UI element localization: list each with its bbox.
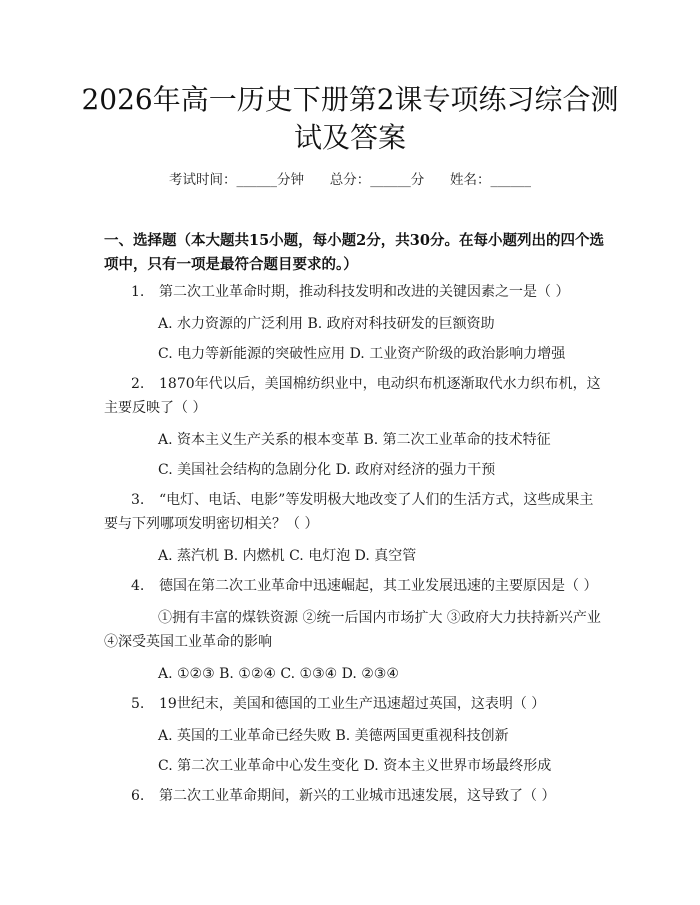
question-4-statements: ①拥有丰富的煤铁资源 ②统一后国内市场扩大 ③政府大力扶持新兴产业	[158, 610, 601, 626]
question-4-statements-continued: ④深受英国工业革命的影响	[104, 634, 272, 650]
question-1	[131, 282, 569, 302]
document-title-line-1: 2026年高一历史下册第2课专项练习综合测	[81, 83, 619, 116]
question-2-options-ab: A. 资本主义生产关系的根本变革 B. 第二次工业革命的技术特征	[158, 432, 551, 448]
question-number: 4.	[131, 578, 145, 594]
question-text: 1870年代以后，美国棉纺织业中，电动织布机逐渐取代水力织布机，这	[159, 376, 601, 392]
question-text: 第二次工业革命期间，新兴的工业城市迅速发展，这导致了（ ）	[159, 788, 556, 804]
question-4-options: A. ①②③ B. ①②④ C. ①③④ D. ②③④	[158, 666, 399, 682]
question-number: 5.	[131, 696, 145, 712]
question-3-continued: 要与下列哪项发明密切相关？（ ）	[104, 516, 319, 532]
document-title-line-2: 试及答案	[293, 121, 406, 154]
section-heading-line-2: 项中，只有一项是最符合题目要求的。）	[104, 256, 358, 273]
question-text: “电灯、电话、电影”等发明极大地改变了人们的生活方式，这些成果主	[159, 492, 594, 508]
question-3-options: A. 蒸汽机 B. 内燃机 C. 电灯泡 D. 真空管	[158, 548, 417, 564]
question-text: 第二次工业革命时期，推动科技发明和改进的关键因素之一是（ ）	[159, 284, 570, 300]
question-number: 1.	[131, 284, 145, 300]
question-2-options-cd: C. 美国社会结构的急剧分化 D. 政府对经济的强力干预	[158, 462, 496, 478]
question-5-options-ab: A. 英国的工业革命已经失败 B. 美德两国更重视科技创新	[158, 728, 509, 744]
question-text: 德国在第二次工业革命中迅速崛起，其工业发展迅速的主要原因是（ ）	[159, 578, 598, 594]
question-number: 2.	[131, 376, 145, 392]
question-6	[131, 786, 555, 806]
question-3	[131, 490, 593, 510]
question-number: 3.	[131, 492, 145, 508]
question-5	[131, 694, 545, 714]
question-4	[131, 576, 597, 596]
question-1-options-cd: C. 电力等新能源的突破性应用 D. 工业资产阶级的政治影响力增强	[158, 346, 566, 362]
exam-info-line: 考试时间：______分钟 总分：______分 姓名：______	[169, 172, 531, 188]
question-text: 19世纪末，美国和德国的工业生产迅速超过英国，这表明（ ）	[159, 696, 546, 712]
question-2-continued: 主要反映了（ ）	[104, 400, 207, 416]
question-5-options-cd: C. 第二次工业革命中心发生变化 D. 资本主义世界市场最终形成	[158, 758, 552, 774]
question-2	[131, 374, 601, 394]
section-heading-line-1: 一、选择题（本大题共15小题，每小题2分，共30分。在每小题列出的四个选	[104, 232, 604, 249]
question-number: 6.	[131, 788, 145, 804]
question-1-options-ab: A. 水力资源的广泛利用 B. 政府对科技研发的巨额资助	[158, 316, 495, 332]
